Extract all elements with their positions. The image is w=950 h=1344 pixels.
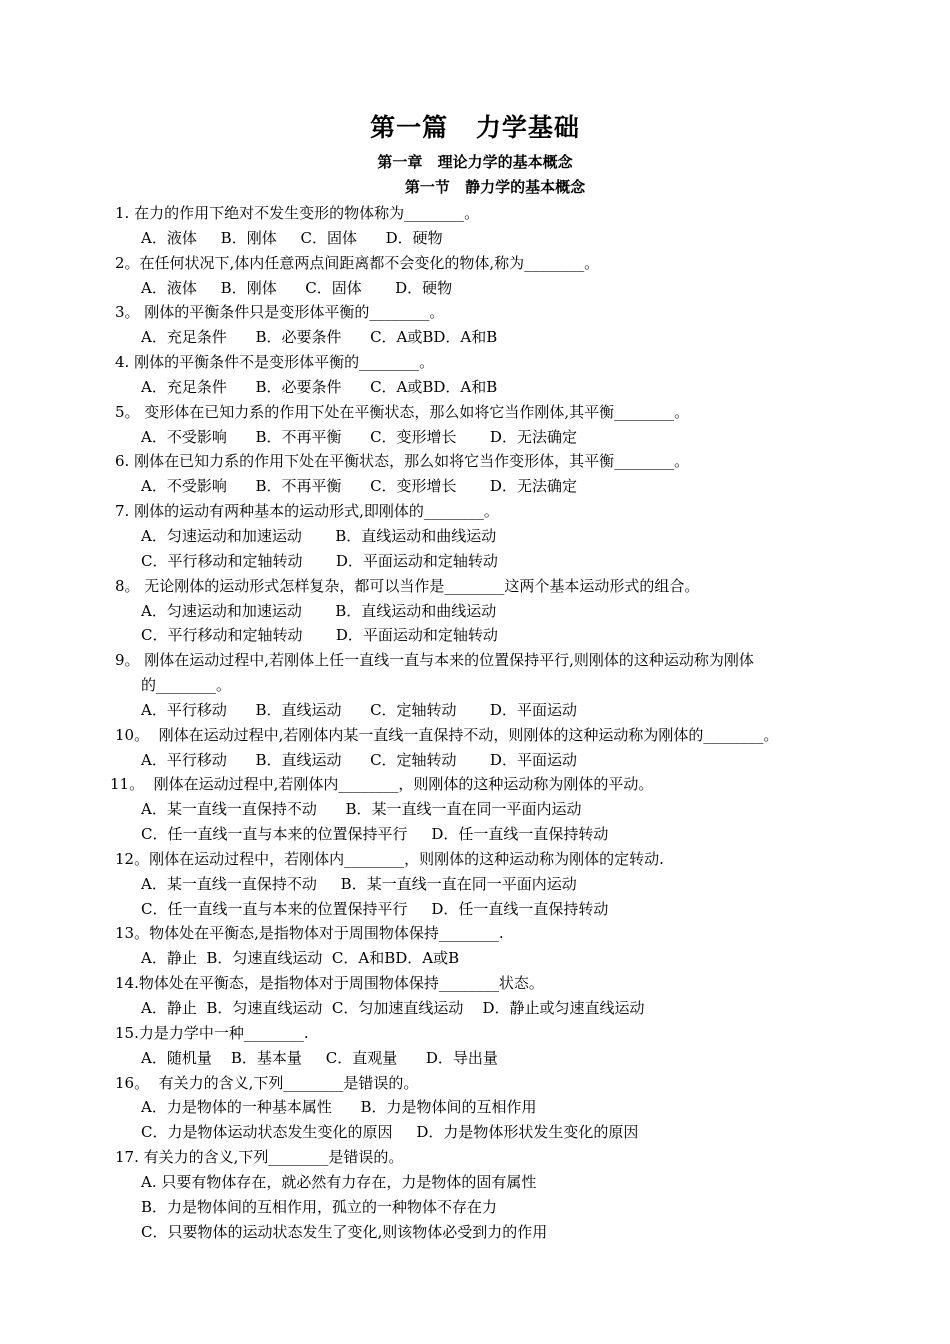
answer-options: A．匀速运动和加速运动 B．直线运动和曲线运动 [141,526,497,545]
answer-options: A．平行移动 B．直线运动 C．定轴转动 D．平面运动 [141,750,577,769]
answer-options: A. 只要有物体存在，就必然有力存在，力是物体的固有属性 [141,1172,537,1191]
question-text: 7. 刚体的运动有两种基本的运动形式,即刚体的________。 [115,502,499,521]
answer-options: B．力是物体间的互相作用，孤立的一种物体不存在力 [141,1197,498,1216]
answer-options: C．平行移动和定轴转动 D．平面运动和定轴转动 [141,551,498,570]
part-title: 第一篇 力学基础 [370,113,580,142]
question-text: 1. 在力的作用下绝对不发生变形的物体称为________。 [115,204,480,222]
answer-options: C．力是物体运动状态发生变化的原因 D．力是物体形状发生变化的原因 [141,1123,639,1142]
answer-options: A．充足条件 B．必要条件 C．A或BD．A和B [141,328,498,347]
answer-options: A．随机量 B．基本量 C．直观量 D．导出量 [141,1048,498,1067]
answer-options: A．力是物体的一种基本属性 B．力是物体间的互相作用 [141,1098,537,1117]
question-text: 10。 刚体在运动过程中,若刚体内某一直线一直保持不动，则刚体的这种运动称为刚体的________。 [115,725,779,744]
question-list [0,201,950,1244]
answer-options: A．液体 B．刚体 C．固体 D．硬物 [141,278,453,297]
question-text: 5。 变形体在已知力系的作用下处在平衡状态，那么如将它当作刚体,其平衡________。 [115,402,690,421]
answer-options: A．某一直线一直保持不动 B．某一直线一直在同一平面内运动 [141,874,577,893]
answer-options: A．不受影响 B．不再平衡 C．变形增长 D．无法确定 [141,427,577,446]
question-text: 13。物体处在平衡态,是指物体对于周围物体保持________. [115,924,504,943]
answer-options: A．匀速运动和加速运动 B．直线运动和曲线运动 [141,601,497,620]
question-text: 8。 无论刚体的运动形式怎样复杂，都可以当作是________这两个基本运动形式的组合。 [115,576,700,595]
chapter-title: 第一章 理论力学的基本概念 [377,153,573,171]
section-title: 第一节 静力学的基本概念 [404,178,586,196]
answer-options: A．静止 B．匀速直线运动 C．A和BD．A或B [141,949,460,968]
question-text: 11。 刚体在运动过程中,若刚体内________，则刚体的这种运动称为刚体的平动。 [110,775,654,794]
answer-options: A．某一直线一直保持不动 B．某一直线一直在同一平面内运动 [141,800,582,819]
question-text: 17. 有关力的含义,下列________是错误的。 [115,1148,404,1167]
question-text: 9。 刚体在运动过程中,若刚体上任一直线一直与本来的位置保持平行,则刚体的这种运动称为刚体 [115,651,754,670]
answer-options: C．只要物体的运动状态发生了变化,则该物体必受到力的作用 [141,1222,548,1241]
question-text: 4. 刚体的平衡条件不是变形体平衡的________。 [115,353,435,372]
question-text: 3。 刚体的平衡条件只是变形体平衡的________。 [115,303,445,322]
question-continuation: 的________。 [141,676,232,695]
answer-options: A．液体 B．刚体 C．固体 D．硬物 [141,228,443,247]
answer-options: A．平行移动 B．直线运动 C．定轴转动 D．平面运动 [141,700,577,719]
answer-options: A．不受影响 B．不再平衡 C．变形增长 D．无法确定 [141,477,577,496]
question-text: 2。在任何状况下,体内任意两点间距离都不会变化的物体,称为________。 [115,253,600,272]
answer-options: A．静止 B．匀速直线运动 C．匀加速直线运动 D．静止或匀速直线运动 [141,999,645,1017]
question-text: 16。 有关力的含义,下列________是错误的。 [115,1073,419,1092]
question-text: 6. 刚体在已知力系的作用下处在平衡状态，那么如将它当作变形体，其平衡________。 [115,452,690,471]
answer-options: C．任一直线一直与本来的位置保持平行 D．任一直线一直保持转动 [141,825,609,844]
answer-options: A．充足条件 B．必要条件 C．A或BD．A和B [141,377,498,396]
answer-options: C．平行移动和定轴转动 D．平面运动和定轴转动 [141,626,498,645]
question-text: 15.力是力学中一种________. [115,1023,309,1042]
question-text: 12。刚体在运动过程中，若刚体内________，则刚体的这种运动称为刚体的定转动. [115,849,664,868]
question-text: 14.物体处在平衡态，是指物体对于周围物体保持________状态。 [115,974,544,993]
answer-options: C．任一直线一直与本来的位置保持平行 D．任一直线一直保持转动 [141,899,609,918]
